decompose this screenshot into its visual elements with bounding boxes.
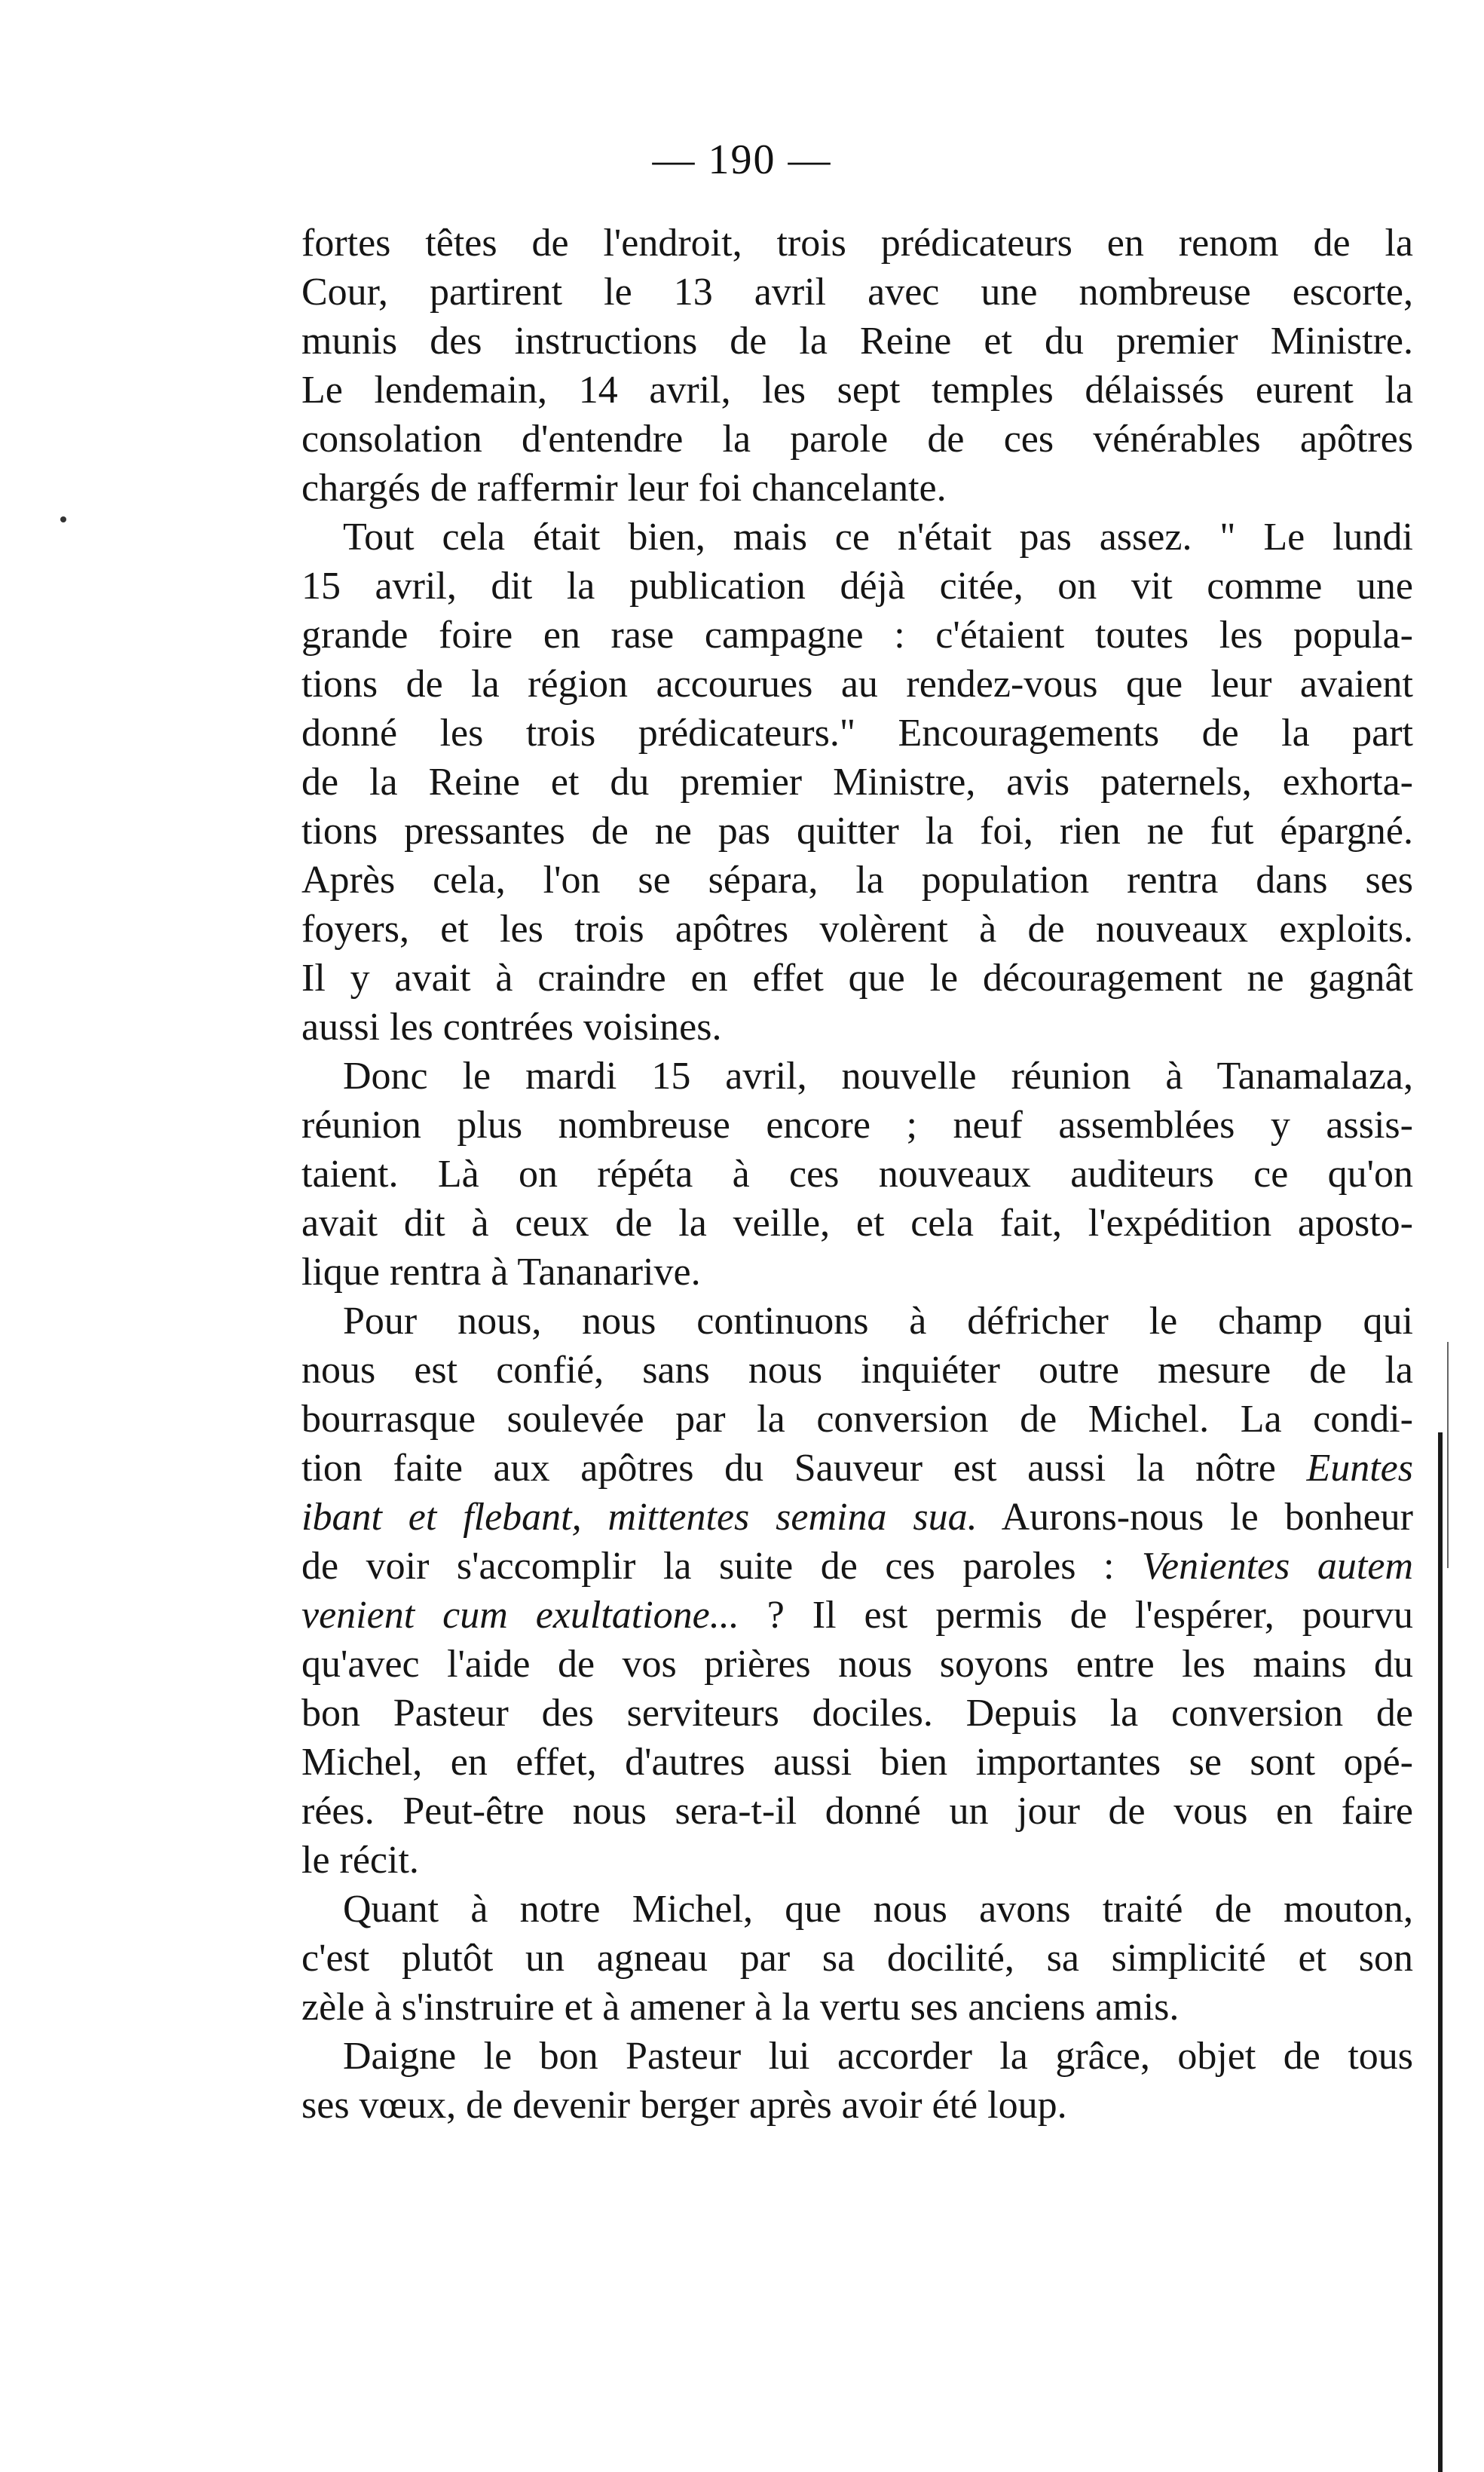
text-line: tions de la région accourues au rendez-vous que leur avaient [301, 663, 1413, 706]
page-edge-shadow [1447, 1342, 1449, 1568]
text-line: taient. Là on répéta à ces nouveaux auditeurs ce qu'on [301, 1153, 1413, 1196]
text-line: nous est confié, sans nous inquiéter outre mesure de la [301, 1349, 1413, 1392]
text-line: venient cum exultatione... ? Il est permis de l'espérer, pourvu [301, 1594, 1413, 1637]
paragraph [301, 1297, 1413, 1885]
text-line: Le lendemain, 14 avril, les sept temples délaissés eurent la [301, 369, 1413, 412]
text-line: 15 avril, dit la publication déjà citée, on vit comme une [301, 565, 1413, 608]
text-line: donné les trois prédicateurs." Encouragements de la part [301, 712, 1413, 755]
text-line: tion faite aux apôtres du Sauveur est aussi la nôtre Euntes [301, 1447, 1413, 1490]
paragraph [301, 1052, 1413, 1297]
text-line: Daigne le bon Pasteur lui accorder la grâce, objet de tous [343, 2035, 1413, 2078]
paragraph [301, 219, 1413, 513]
text-line: fortes têtes de l'endroit, trois prédicateurs en renom de la [301, 222, 1413, 265]
text-line: ibant et flebant, mittentes semina sua. Aurons-nous le bonheur [301, 1496, 1413, 1539]
text-line: avait dit à ceux de la veille, et cela fait, l'expédition aposto- [301, 1202, 1413, 1245]
text-line: tions pressantes de ne pas quitter la foi, rien ne fut épargné. [301, 810, 1413, 853]
text-line: chargés de raffermir leur foi chancelante. [301, 467, 947, 510]
text-line: Cour, partirent le 13 avril avec une nombreuse escorte, [301, 271, 1413, 314]
ink-speck [60, 516, 66, 522]
text-line: ses vœux, de devenir berger après avoir été loup. [301, 2084, 1067, 2127]
text-line: Il y avait à craindre en effet que le découragement ne gagnât [301, 957, 1413, 1000]
text-line: le récit. [301, 1839, 419, 1882]
text-line: bourrasque soulevée par la conversion de Michel. La condi- [301, 1398, 1413, 1441]
text-line: réunion plus nombreuse encore ; neuf assemblées y assis- [301, 1104, 1413, 1147]
text-line: lique rentra à Tananarive. [301, 1251, 701, 1294]
text-line: Quant à notre Michel, que nous avons traité de mouton, [343, 1888, 1413, 1931]
paragraph [301, 513, 1413, 1052]
text-line: munis des instructions de la Reine et du premier Ministre. [301, 320, 1413, 363]
text-line: rées. Peut-être nous sera-t-il donné un jour de vous en faire [301, 1790, 1413, 1833]
paragraph [301, 2032, 1413, 2130]
page-number: — 190 — [652, 136, 832, 183]
text-line: foyers, et les trois apôtres volèrent à de nouveaux exploits. [301, 908, 1413, 951]
text-line: Après cela, l'on se sépara, la population rentra dans ses [301, 859, 1413, 902]
body-text [301, 219, 1413, 2130]
page-edge-shadow-dark [1438, 1432, 1443, 2472]
text-line: bon Pasteur des serviteurs dociles. Depuis la conversion de [301, 1692, 1413, 1735]
text-line: Donc le mardi 15 avril, nouvelle réunion à Tanamalaza, [343, 1055, 1413, 1098]
text-line: aussi les contrées voisines. [301, 1006, 722, 1049]
text-line: Tout cela était bien, mais ce n'était pas assez. " Le lundi [343, 516, 1413, 559]
text-line: de la Reine et du premier Ministre, avis paternels, exhorta- [301, 761, 1413, 804]
text-line: zèle à s'instruire et à amener à la vertu ses anciens amis. [301, 1986, 1180, 2029]
text-line: de voir s'accomplir la suite de ces paroles : Venientes autem [301, 1545, 1413, 1588]
text-line: c'est plutôt un agneau par sa docilité, sa simplicité et son [301, 1937, 1413, 1980]
text-line: qu'avec l'aide de vos prières nous soyons entre les mains du [301, 1643, 1413, 1686]
text-line: Pour nous, nous continuons à défricher le champ qui [343, 1300, 1413, 1343]
paragraph [301, 1885, 1413, 2032]
text-line: consolation d'entendre la parole de ces vénérables apôtres [301, 418, 1413, 461]
text-line: Michel, en effet, d'autres aussi bien importantes se sont opé- [301, 1741, 1413, 1784]
text-line: grande foire en rase campagne : c'étaient toutes les popula- [301, 614, 1413, 657]
